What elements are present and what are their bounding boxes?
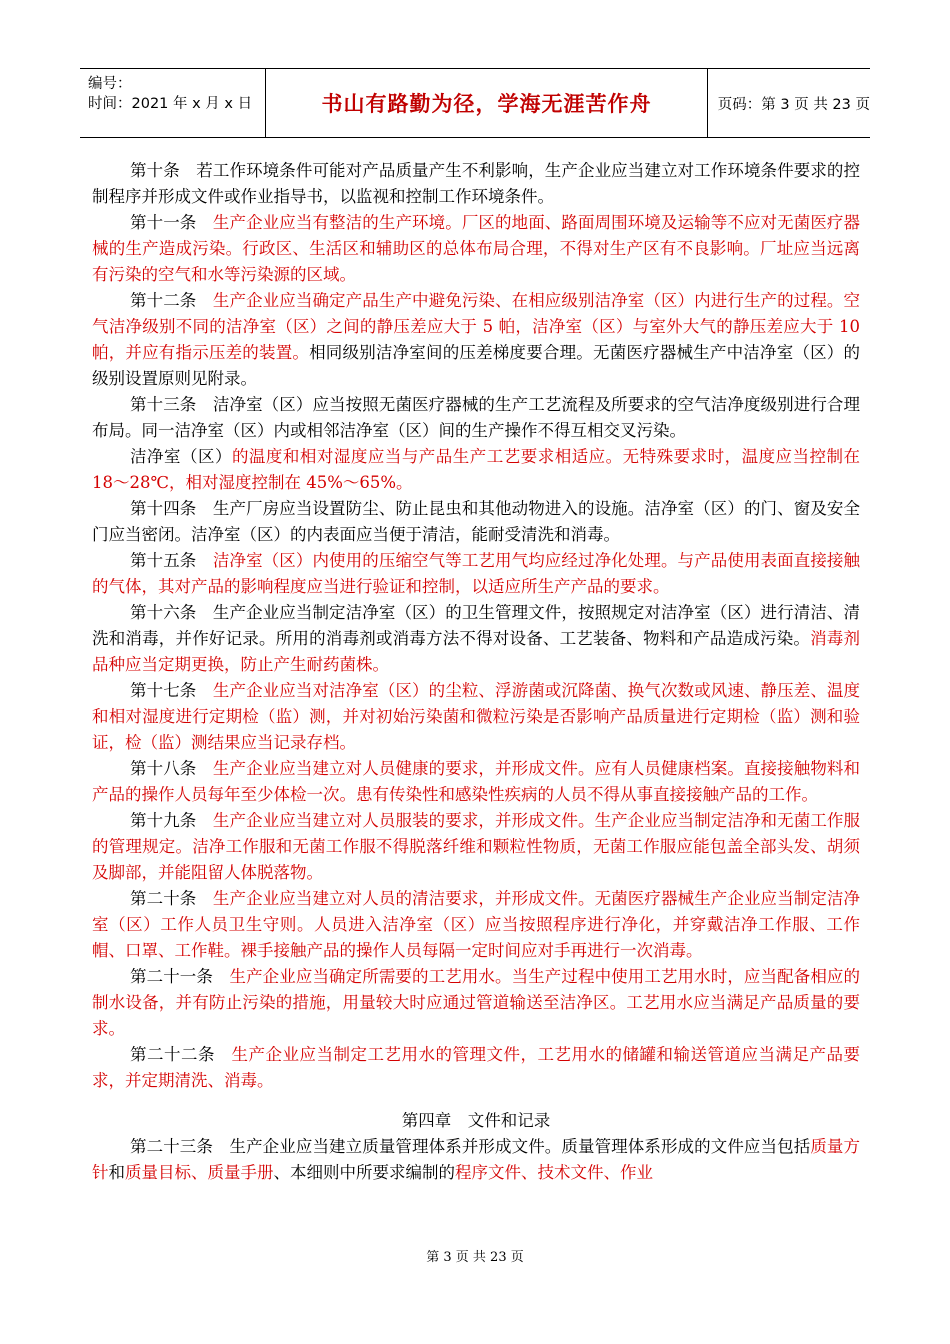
page-header [80, 68, 870, 138]
article-paragraph [92, 808, 860, 886]
article-number: 第十一条 [130, 213, 197, 232]
article-number: 第十二条 [130, 291, 197, 310]
article-paragraph [92, 600, 860, 678]
article-text: 生产企业应当建立对人员健康的要求，并形成文件。应有人员健康档案。直接接触物料和产品的操作人员每年至少体检一次。患有传染性和感染性疾病的人员不得从事直接接触产品的工作。 [92, 759, 861, 804]
article-paragraph [92, 548, 860, 600]
article-paragraph [92, 444, 860, 496]
article-text: 的温度和相对湿度应当与产品生产工艺要求相适应。无特殊要求时，温度应当控制在 18～28℃，相对湿度控制在 45%～65%。 [92, 447, 861, 492]
article-number: 第二十条 [130, 889, 197, 908]
article-number: 第二十二条 [130, 1045, 215, 1064]
article-text: 生产企业应当制定工艺用水的管理文件，工艺用水的储罐和输送管道应当满足产品要求，并定期清洗、消毒。 [92, 1045, 860, 1090]
chapter-title: 第四章 文件和记录 [401, 1111, 551, 1130]
document-time-label: 时间：2021 年 x 月 x 日 [88, 96, 253, 112]
article-text: 洁净室（区） [130, 447, 232, 466]
article-text: 质量方针 [92, 1137, 861, 1182]
article-text: 程序文件、技术文件、作业 [455, 1163, 653, 1182]
article-text: 生产企业应当对洁净室（区）的尘粒、浮游菌或沉降菌、换气次数或风速、静压差、温度和相对湿度进行定期检（监）测，并对初始污染菌和微粒污染是否影响产品质量进行定期检（监）测和验证，检（监）测结果应当记录存档。 [92, 681, 861, 752]
article-text: 和 [108, 1163, 125, 1182]
article-text: 生产企业应当建立对人员服装的要求，并形成文件。生产企业应当制定洁净和无菌工作服的管理规定。洁净工作服和无菌工作服不得脱落纤维和颗粒性物质，无菌工作服应能包盖全部头发、胡须及脚部，并能阻留人体脱落物。 [92, 811, 861, 882]
header-meta [80, 69, 266, 137]
article-number: 第十条 [130, 161, 180, 180]
article-text: 洁净室（区）应当按照无菌医疗器械的生产工艺流程及所要求的空气洁净度级别进行合理布局。同一洁净室（区）内或相邻洁净室（区）间的生产操作不得互相交叉污染。 [92, 395, 861, 440]
document-number-label: 编号： [88, 76, 132, 92]
article-text: 洁净室（区）内使用的压缩空气等工艺用气均应经过净化处理。与产品使用表面直接接触的气体，其对产品的影响程度应当进行验证和控制，以适应所生产产品的要求。 [92, 551, 861, 596]
article-number: 第十六条 [130, 603, 197, 622]
article-paragraph [92, 756, 860, 808]
article-text: 生产企业应当有整洁的生产环境。厂区的地面、路面周围环境及运输等不应对无菌医疗器械的生产造成污染。行政区、生活区和辅助区的总体布局合理，不得对生产区有不良影响。厂址应当远离有污染的空气和水等污染源的区域。 [92, 213, 861, 284]
article-number: 第二十一条 [130, 967, 213, 986]
article-number: 第十五条 [130, 551, 197, 570]
article-list [92, 158, 860, 1094]
article-number: 第十四条 [130, 499, 197, 518]
article-number: 第十七条 [130, 681, 197, 700]
article-text: 生产企业应当确定所需要的工艺用水。当生产过程中使用工艺用水时，应当配备相应的制水设备，并有防止污染的措施，用量较大时应通过管道输送至洁净区。工艺用水应当满足产品质量的要求。 [92, 967, 861, 1038]
article-paragraph [92, 1134, 860, 1186]
article-text: 生产企业应当建立质量管理体系并形成文件。质量管理体系形成的文件应当包括 [229, 1137, 811, 1156]
article-number: 第十九条 [130, 811, 197, 830]
article-paragraph [92, 964, 860, 1042]
article-paragraph [92, 1042, 860, 1094]
article-paragraph [92, 392, 860, 444]
document-body [92, 158, 860, 1186]
header-motto: 书山有路勤为径，学海无涯苦作舟 [266, 69, 707, 137]
article-text: 生产企业应当确定产品生产中避免污染、在相应级别洁净室（区）内进行生产的过程。空气洁净级别不同的洁净室（区）之间的静压差应大于 5 帕，洁净室（区）与室外大气的静压差应大于 10 帕，并应有指示压差的装置。 [92, 291, 861, 362]
article-paragraph [92, 210, 860, 288]
article-23 [92, 1134, 860, 1186]
article-text: 生产企业应当制定洁净室（区）的卫生管理文件，按照规定对洁净室（区）进行清洁、清洗和消毒，并作好记录。所用的消毒剂或消毒方法不得对设备、工艺装备、物料和产品造成污染。 [92, 603, 861, 648]
article-text: 相同级别洁净室间的压差梯度要合理。无菌医疗器械生产中洁净室（区）的级别设置原则见附录。 [92, 343, 861, 388]
article-paragraph [92, 678, 860, 756]
article-number: 第十八条 [130, 759, 197, 778]
article-text: 质量目标、质量手册 [125, 1163, 274, 1182]
article-paragraph [92, 158, 860, 210]
article-number: 第十三条 [130, 395, 197, 414]
article-text: 消毒剂品种应当定期更换，防止产生耐药菌株。 [92, 629, 861, 674]
article-paragraph [92, 288, 860, 392]
article-text: 若工作环境条件可能对产品质量产生不利影响，生产企业应当建立对工作环境条件要求的控制程序并形成文件或作业指导书，以监视和控制工作环境条件。 [92, 161, 861, 206]
header-page-info: 页码：第 3 页 共 23 页 [717, 96, 870, 113]
article-text: 、本细则中所要求编制的 [273, 1163, 455, 1182]
page-footer: 第 3 页 共 23 页 [426, 1250, 524, 1265]
article-paragraph [92, 886, 860, 964]
article-text: 生产厂房应当设置防尘、防止昆虫和其他动物进入的设施。洁净室（区）的门、窗及安全门应当密闭。洁净室（区）的内表面应当便于清洁，能耐受清洗和消毒。 [92, 499, 861, 544]
article-number: 第二十三条 [130, 1137, 213, 1156]
article-text: 生产企业应当建立对人员的清洁要求，并形成文件。无菌医疗器械生产企业应当制定洁净室（区）工作人员卫生守则。人员进入洁净室（区）应当按照程序进行净化，并穿戴洁净工作服、工作帽、口罩、工作鞋。裸手接触产品的操作人员每隔一定时间应对手再进行一次消毒。 [92, 889, 861, 960]
article-paragraph [92, 496, 860, 548]
